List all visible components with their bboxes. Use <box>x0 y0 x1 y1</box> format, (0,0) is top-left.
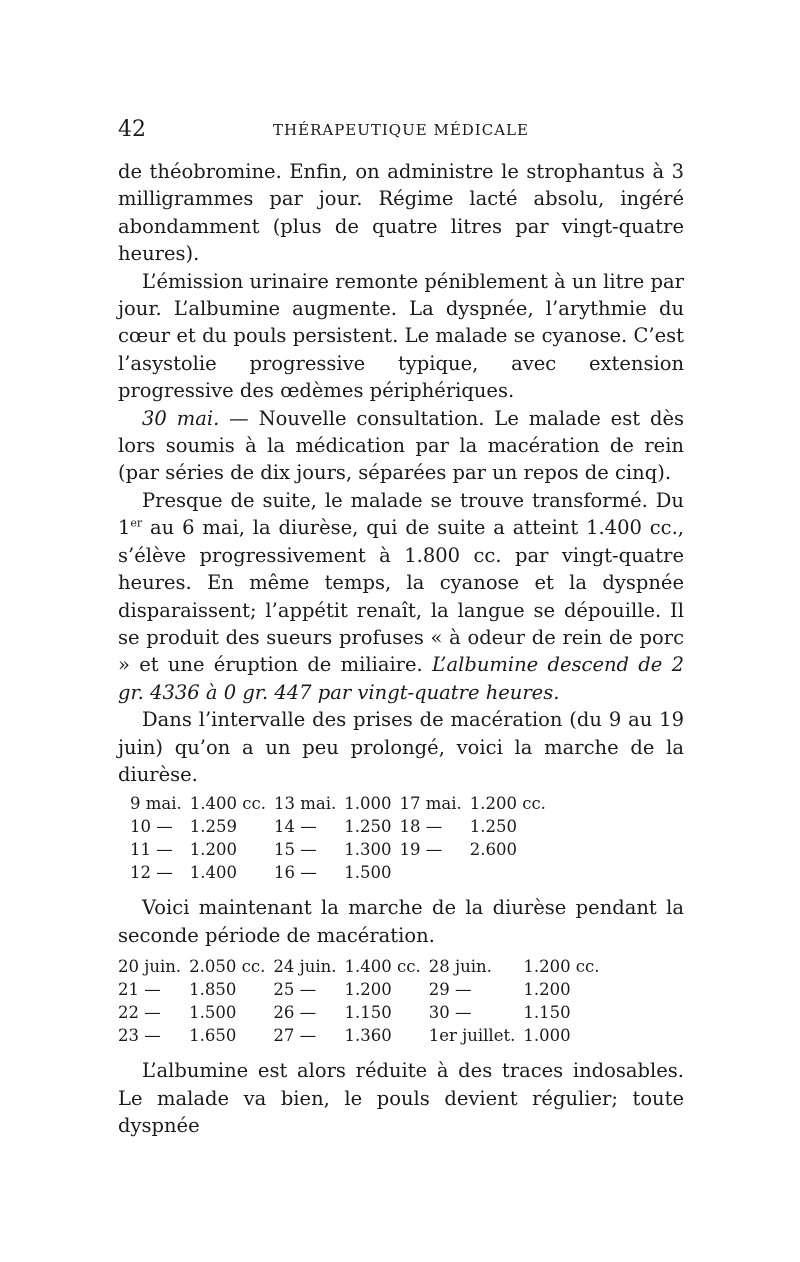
table-cell: 1.200 cc. <box>523 957 600 977</box>
table-row <box>114 978 604 1001</box>
table-cell: 29 — <box>428 980 472 1000</box>
table-cell: 1.200 <box>523 980 571 1000</box>
table-cell: 15 — <box>273 840 317 860</box>
table-row <box>126 815 550 838</box>
paragraph-text: au 6 mai, la diurèse, qui de suite a atteint 1.400 cc., s’élève progressivement à 1.800 cc. par vingt-quatre heures. En même temps, la cyanose et la dyspnée disparaissent; l’appétit renaît, la langue se dépouille. Il se produit des sueurs profuses « à odeur de rein de porc » et une éruption de miliaire. <box>118 516 684 677</box>
paragraph <box>118 405 684 487</box>
page-body <box>118 158 684 1139</box>
table-cell: 1.200 <box>344 980 392 1000</box>
paragraph: L’émission urinaire remonte péniblement à un litre par jour. L’albumine augmente. La dyspnée, l’arythmie du cœur et du pouls persistent. Le malade se cyanose. C’est l’asystolie progressive typique, avec extension progressive des œdèmes périphériques. <box>118 269 684 403</box>
table-cell: 28 juin. <box>428 957 492 977</box>
table-row <box>114 955 604 978</box>
table-cell: 1.300 <box>344 840 392 860</box>
paragraph: de théobromine. Enfin, on administre le strophantus à 3 milligrammes par jour. Régime lacté absolu, ingéré abondamment (plus de quatre litres par vingt-quatre heures). <box>118 160 684 266</box>
table-row <box>126 861 550 884</box>
table-cell: 1.500 <box>189 1003 237 1023</box>
table-cell: 27 — <box>273 1026 317 1046</box>
table-row <box>114 1024 604 1047</box>
running-title: THÉRAPEUTIQUE MÉDICALE <box>273 121 529 139</box>
diuresis-table-1 <box>126 792 550 884</box>
table-cell: 9 mai. <box>130 794 182 814</box>
table-cell: 1er juillet. <box>428 1026 516 1046</box>
paragraph: Voici maintenant la marche de la diurèse pendant la seconde période de macération. <box>118 896 684 947</box>
table-cell: 13 mai. <box>273 794 337 814</box>
table-cell: 1.650 <box>189 1026 237 1046</box>
table-cell: 18 — <box>399 817 443 837</box>
table-cell: 1.400 <box>189 863 237 883</box>
table-cell: 19 — <box>399 840 443 860</box>
table-cell: 1.000 <box>523 1026 571 1046</box>
paragraph <box>118 487 684 706</box>
table-cell: 1.250 <box>344 817 392 837</box>
table-cell: 14 — <box>273 817 317 837</box>
table-cell: 22 — <box>118 1003 161 1023</box>
paragraph-text: — Nouvelle consultation. Le malade est dès lors soumis à la médication par la macération de rein (par séries de dix jours, séparées par un repos de cinq). <box>118 406 684 485</box>
table-row <box>126 838 550 861</box>
italic-passage: L’albumine descend de 2 gr. 4336 à 0 gr. 447 par vingt-quatre heures. <box>118 653 684 704</box>
table-cell <box>466 861 550 884</box>
table-row <box>126 792 550 815</box>
table-cell: 10 — <box>130 817 173 837</box>
superscript: er <box>130 516 143 530</box>
table-cell: 1.850 <box>189 980 237 1000</box>
table-cell: 11 — <box>130 840 173 860</box>
table-cell: 2.600 <box>469 840 517 860</box>
table-cell: 25 — <box>273 980 317 1000</box>
table-cell: 1.200 <box>189 840 237 860</box>
table-cell: 1.000 <box>344 794 392 814</box>
page-header <box>118 117 684 151</box>
table-cell: 16 — <box>273 863 317 883</box>
table-cell: 1.259 <box>189 817 237 837</box>
table-cell: 1.200 cc. <box>469 794 546 814</box>
table-cell: 24 juin. <box>273 957 337 977</box>
table-cell: 1.250 <box>469 817 517 837</box>
table-row <box>114 1001 604 1024</box>
table-cell: 1.360 <box>344 1026 392 1046</box>
table-cell: 17 mai. <box>399 794 462 814</box>
diuresis-table-2 <box>114 955 604 1047</box>
page-number: 42 <box>118 117 146 142</box>
table-cell: 1.500 <box>344 863 392 883</box>
date-label: 30 mai. <box>142 406 220 430</box>
table-cell: 1.150 <box>523 1003 571 1023</box>
table-cell: 1.150 <box>344 1003 392 1023</box>
table-cell: 12 — <box>130 863 173 883</box>
table-cell: 20 juin. <box>118 957 182 977</box>
table-cell: 26 — <box>273 1003 317 1023</box>
table-cell: 1.400 cc. <box>344 957 421 977</box>
paragraph: L’albumine est alors réduite à des traces indosables. Le malade va bien, le pouls devient régulier; toute dyspnée <box>118 1059 684 1137</box>
table-cell: 2.050 cc. <box>189 957 266 977</box>
table-cell: 21 — <box>118 980 161 1000</box>
paragraph: Dans l’intervalle des prises de macération (du 9 au 19 juin) qu’on a un peu prolongé, voici la marche de la diurèse. <box>118 708 684 786</box>
table-cell: 30 — <box>428 1003 472 1023</box>
table-cell: 1.400 cc. <box>189 794 266 814</box>
paragraph-text: Presque de suite, le malade se trouve transformé. Du 1 <box>118 488 684 540</box>
table-cell <box>395 861 465 884</box>
table-cell: 23 — <box>118 1026 161 1046</box>
